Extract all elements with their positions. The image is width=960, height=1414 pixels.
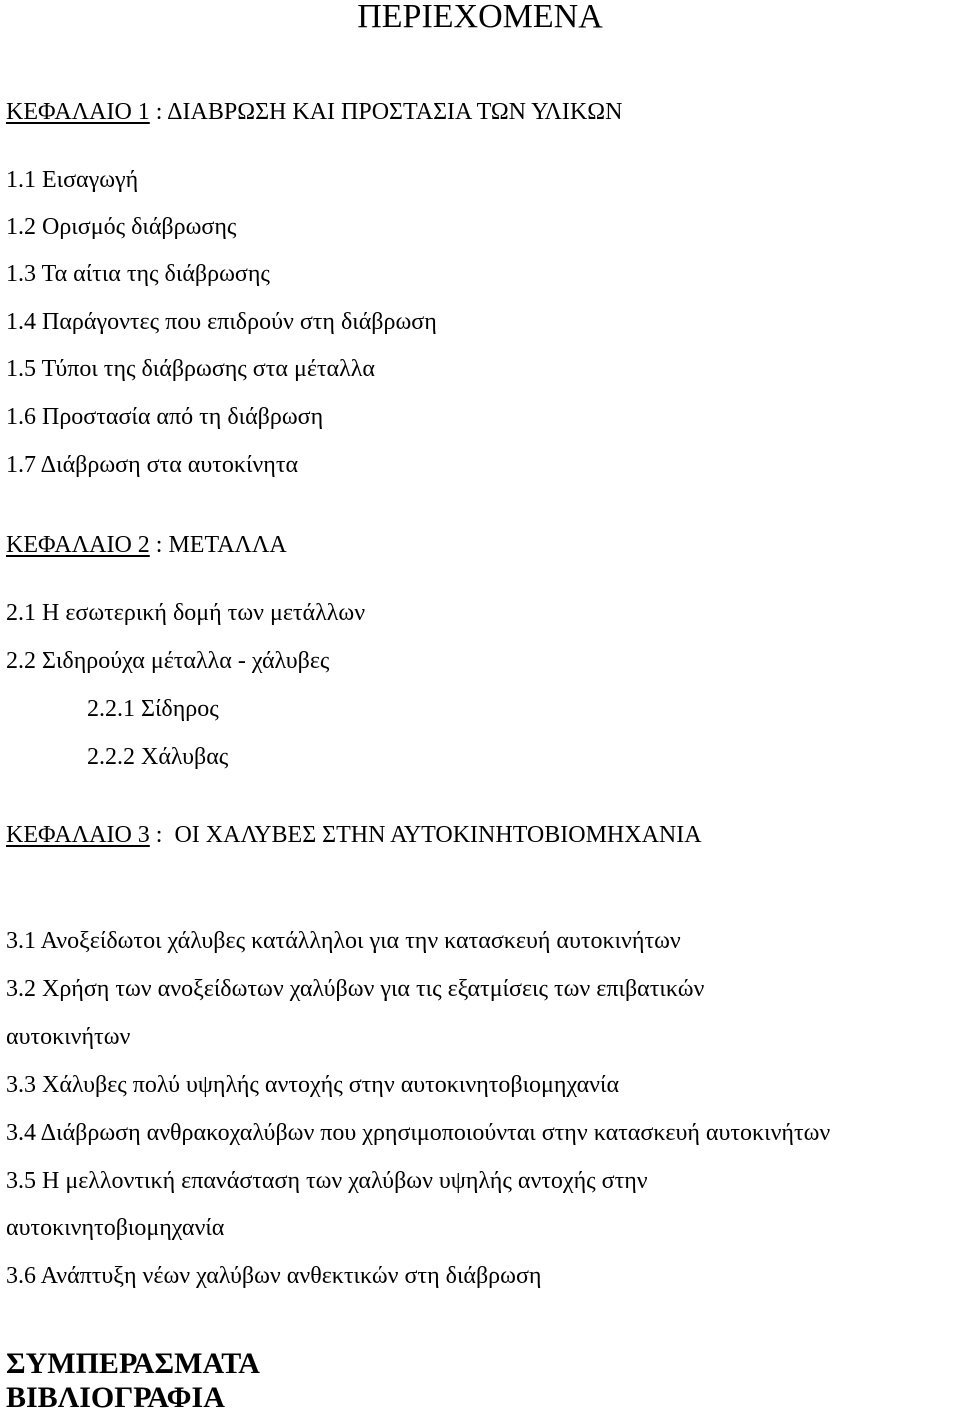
- bibliography-heading: ΒΙΒΛΙΟΓΡΑΦΙΑ: [6, 1381, 225, 1414]
- toc-item-3-1: 3.1 Ανοξείδωτοι χάλυβες κατάλληλοι για την κατασκευή αυτοκινήτων: [6, 928, 681, 954]
- toc-item-3-2: 3.2 Χρήση των ανοξείδωτων χαλύβων για τις εξατμίσεις των επιβατικών: [6, 976, 705, 1002]
- chapter-3-heading: [6, 823, 702, 847]
- chapter-2-label: ΚΕΦΑΛΑΙΟ 2: [6, 532, 150, 558]
- toc-item-3-4: 3.4 Διάβρωση ανθρακοχαλύβων που χρησιμοποιούνται στην κατασκευή αυτοκινήτων: [6, 1120, 831, 1146]
- toc-item-3-6: 3.6 Ανάπτυξη νέων χαλύβων ανθεκτικών στη διάβρωση: [6, 1263, 542, 1289]
- toc-item-3-5: 3.5 Η μελλοντική επανάσταση των χαλύβων υψηλής αντοχής στην: [6, 1168, 648, 1194]
- page-title: ΠΕΡΙΕΧΟΜΕΝΑ: [357, 0, 603, 35]
- toc-item-2-1: 2.1 Η εσωτερική δομή των μετάλλων: [6, 600, 366, 626]
- chapter-3-separator: :: [149, 822, 175, 848]
- toc-item-1-7: 1.7 Διάβρωση στα αυτοκίνητα: [6, 452, 299, 478]
- toc-item-1-2: 1.2 Ορισμός διάβρωσης: [6, 214, 237, 240]
- chapter-1-name: ΔΙΑΒΡΩΣΗ ΚΑΙ ΠΡΟΣΤΑΣΙΑ ΤΩΝ ΥΛΙΚΩΝ: [167, 99, 623, 125]
- toc-item-2-2-1: 2.2.1 Σίδηρος: [87, 696, 219, 722]
- toc-item-1-5: 1.5 Τύποι της διάβρωσης στα μέταλλα: [6, 356, 375, 382]
- conclusions-heading: ΣΥΜΠΕΡΑΣΜΑΤΑ: [6, 1347, 260, 1380]
- toc-item-1-1: 1.1 Εισαγωγή: [6, 167, 139, 193]
- toc-item-3-2-cont: αυτοκινήτων: [6, 1024, 131, 1050]
- chapter-2-name: ΜΕΤΑΛΛΑ: [168, 532, 287, 558]
- chapter-3-label: ΚΕΦΑΛΑΙΟ 3: [6, 822, 150, 848]
- toc-item-1-3: 1.3 Τα αίτια της διάβρωσης: [6, 261, 270, 287]
- chapter-1-separator: :: [149, 99, 168, 125]
- chapter-2-heading: [6, 533, 287, 557]
- toc-item-1-4: 1.4 Παράγοντες που επιδρούν στη διάβρωση: [6, 309, 437, 335]
- toc-item-3-5-cont: αυτοκινητοβιομηχανία: [6, 1215, 225, 1241]
- toc-item-3-3: 3.3 Χάλυβες πολύ υψηλής αντοχής στην αυτοκινητοβιομηχανία: [6, 1072, 620, 1098]
- toc-item-2-2-2: 2.2.2 Χάλυβας: [87, 744, 229, 770]
- chapter-2-separator: :: [149, 532, 169, 558]
- toc-item-1-6: 1.6 Προστασία από τη διάβρωση: [6, 404, 324, 430]
- chapter-1-heading: [6, 100, 622, 124]
- toc-item-2-2: 2.2 Σιδηρούχα μέταλλα - χάλυβες: [6, 648, 330, 674]
- chapter-1-label: ΚΕΦΑΛΑΙΟ 1: [6, 99, 150, 125]
- chapter-3-name: ΟΙ ΧΑΛΥΒΕΣ ΣΤΗΝ ΑΥΤΟΚΙΝΗΤΟΒΙΟΜΗΧΑΝΙΑ: [174, 822, 702, 848]
